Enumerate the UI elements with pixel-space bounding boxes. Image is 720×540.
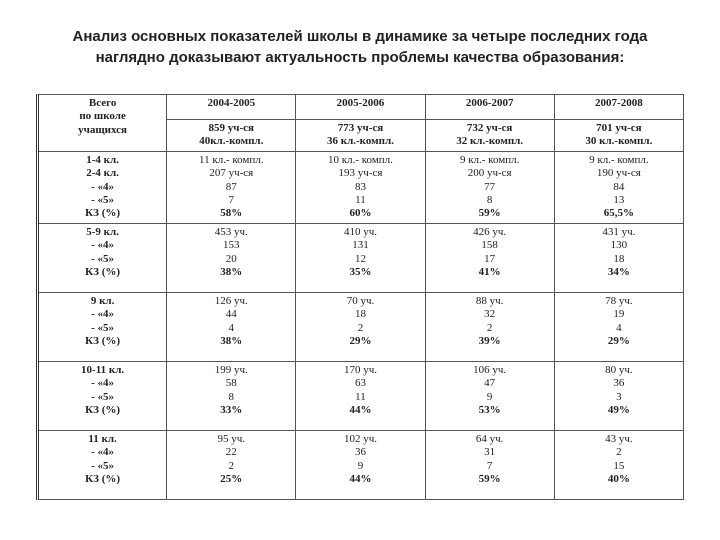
cell-value: 9 кл.- компл. (459, 153, 520, 166)
table-row (38, 292, 684, 361)
cell-value: 43 уч. (605, 432, 633, 445)
cell-value: 15 (613, 459, 625, 472)
cell-value: 4 (228, 321, 235, 334)
total-cell (425, 120, 554, 152)
quality-percent: 41% (478, 266, 501, 279)
cell-value: 200 уч-ся (467, 167, 512, 180)
cell-value: 7 (486, 459, 493, 472)
row-label-line: - «4» (91, 180, 115, 193)
data-cell (296, 361, 425, 430)
cell-value: 20 (225, 252, 237, 265)
cell-value: 431 уч. (602, 225, 636, 238)
quality-percent: 29% (607, 335, 630, 348)
row-label-line: - «4» (91, 239, 115, 252)
cell-value: 77 (484, 180, 496, 193)
cell-value: 8 (486, 194, 493, 207)
row-label-line: - «5» (91, 390, 115, 403)
data-cell (425, 223, 554, 292)
row-label-line: - «4» (91, 446, 115, 459)
row-label-line: - «5» (91, 252, 115, 265)
row-label-line: КЗ (%) (85, 473, 121, 486)
page-title (40, 26, 680, 68)
cell-value: 2 (357, 321, 364, 334)
cell-value: 410 уч. (343, 225, 377, 238)
data-cell (167, 151, 296, 223)
cell-value: 22 (225, 446, 237, 459)
cell-value: 453 уч. (214, 225, 248, 238)
row-label-cell (38, 223, 167, 292)
data-cell (296, 151, 425, 223)
cell-value: 207 уч-ся (209, 167, 254, 180)
cell-value: 130 (610, 239, 628, 252)
row-label-line: КЗ (%) (85, 404, 121, 417)
quality-percent: 29% (349, 335, 372, 348)
cell-value: 17 (484, 252, 496, 265)
total-cell (167, 120, 296, 152)
data-cell (167, 430, 296, 499)
cell-value: 19 (613, 308, 625, 321)
quality-percent: 39% (478, 335, 501, 348)
cell-value: 3 (616, 390, 622, 403)
cell-value: 13 (613, 194, 625, 207)
quality-percent: 40% (607, 473, 630, 486)
cell-value: 36 (613, 377, 625, 390)
cell-value: 64 уч. (475, 432, 504, 445)
row-label-line: 1-4 кл. (86, 153, 119, 166)
cell-value: 106 уч. (473, 363, 507, 376)
header-label-line: Всего (88, 97, 117, 109)
cell-value: 10 кл.- компл. (328, 153, 393, 166)
cell-value: 47 (484, 377, 496, 390)
row-label-cell (38, 292, 167, 361)
quality-percent: 44% (349, 473, 372, 486)
year-header-cell: 2005-2006 (296, 95, 425, 120)
row-label-line: 2-4 кл. (86, 167, 119, 180)
year-header-cell: 2004-2005 (167, 95, 296, 120)
cell-value: 102 уч. (343, 432, 377, 445)
data-cell (425, 151, 554, 223)
header-label-line: учащихся (78, 123, 128, 136)
title-line-2: наглядно доказывают актуальность проблемы качества образования: (95, 49, 625, 66)
cell-value: 2 (616, 446, 622, 459)
quality-percent: 49% (607, 404, 630, 417)
data-cell (554, 223, 683, 292)
cell-value: 63 (354, 377, 366, 390)
cell-value: 32 (484, 308, 496, 321)
row-label-line: КЗ (%) (85, 266, 121, 279)
data-cell (554, 151, 683, 223)
total-students: 859 уч-ся (208, 122, 254, 134)
quality-percent: 53% (478, 404, 501, 417)
quality-percent: 58% (220, 207, 243, 220)
quality-percent: 35% (349, 266, 372, 279)
row-label-line: - «4» (91, 308, 115, 321)
total-classes: 30 кл.-компл. (585, 135, 653, 148)
year-header-cell: 2007-2008 (554, 95, 683, 120)
quality-percent: 44% (349, 404, 372, 417)
cell-value: 199 уч. (214, 363, 248, 376)
row-label-cell (38, 361, 167, 430)
quality-percent: 65,5% (603, 207, 634, 220)
row-label-line: 9 кл. (90, 294, 115, 307)
row-label-line: - «5» (91, 321, 115, 334)
row-label-line: - «5» (91, 459, 115, 472)
row-label-cell (38, 430, 167, 499)
quality-percent: 38% (220, 266, 243, 279)
quality-percent: 59% (478, 473, 501, 486)
row-label-line: 5-9 кл. (86, 225, 119, 238)
cell-value: 84 (613, 180, 625, 193)
quality-percent: 38% (220, 335, 243, 348)
quality-percent: 59% (478, 207, 501, 220)
cell-value: 9 (486, 390, 493, 403)
data-cell (425, 361, 554, 430)
cell-value: 18 (613, 252, 625, 265)
cell-value: 190 уч-ся (596, 167, 641, 180)
cell-value: 12 (354, 252, 366, 265)
cell-value: 80 уч. (605, 363, 633, 376)
cell-value: 36 (354, 446, 366, 459)
cell-value: 11 (355, 390, 366, 403)
cell-value: 83 (354, 180, 366, 193)
data-cell (554, 292, 683, 361)
quality-percent: 60% (349, 207, 372, 220)
table-row (38, 361, 684, 430)
row-label-line: КЗ (%) (85, 335, 121, 348)
cell-value: 70 уч. (346, 294, 375, 307)
cell-value: 2 (228, 459, 235, 472)
total-cell (296, 120, 425, 152)
cell-value: 78 уч. (605, 294, 633, 307)
row-label-line: 10-11 кл. (81, 363, 125, 376)
cell-value: 2 (486, 321, 493, 334)
row-label-line: - «5» (91, 194, 115, 207)
year-header-cell: 2006-2007 (425, 95, 554, 120)
data-cell (296, 430, 425, 499)
total-cell (554, 120, 683, 152)
quality-percent: 25% (220, 473, 243, 486)
cell-value: 7 (228, 194, 235, 207)
cell-value: 4 (616, 321, 622, 334)
data-cell (167, 223, 296, 292)
header-total-label-cell (38, 95, 167, 152)
cell-value: 87 (225, 180, 237, 193)
cell-value: 44 (225, 308, 237, 321)
cell-value: 426 уч. (473, 225, 507, 238)
row-label-line: - «4» (91, 377, 115, 390)
cell-value: 88 уч. (475, 294, 504, 307)
cell-value: 18 (354, 308, 366, 321)
quality-percent: 34% (607, 266, 630, 279)
cell-value: 158 (481, 239, 498, 252)
cell-value: 170 уч. (343, 363, 377, 376)
cell-value: 8 (228, 390, 235, 403)
school-statistics-table (36, 94, 684, 500)
data-cell (554, 361, 683, 430)
data-cell (296, 292, 425, 361)
cell-value: 9 кл.- компл. (589, 153, 649, 166)
data-cell (167, 292, 296, 361)
total-classes: 36 кл.-компл. (327, 135, 394, 148)
total-classes: 32 кл.-компл. (456, 135, 524, 148)
header-row-years (38, 95, 684, 120)
total-students: 732 уч-ся (466, 122, 513, 134)
cell-value: 193 уч-ся (338, 167, 383, 180)
total-students: 701 уч-ся (596, 122, 642, 134)
row-label-line: 11 кл. (88, 432, 117, 445)
header-label-line: по школе (79, 110, 126, 123)
cell-value: 11 кл.- компл. (199, 153, 264, 166)
data-cell (554, 430, 683, 499)
cell-value: 9 (357, 459, 364, 472)
table-row (38, 223, 684, 292)
data-cell (296, 223, 425, 292)
cell-value: 31 (484, 446, 496, 459)
title-line-1: Анализ основных показателей школы в динамике за четыре последних года (72, 28, 648, 45)
cell-value: 126 уч. (214, 294, 248, 307)
data-cell (425, 292, 554, 361)
row-label-line: КЗ (%) (85, 207, 121, 220)
cell-value: 58 (225, 377, 237, 390)
table-row (38, 151, 684, 223)
cell-value: 11 (355, 194, 366, 207)
cell-value: 95 уч. (217, 432, 246, 445)
cell-value: 153 (223, 239, 240, 252)
cell-value: 131 (352, 239, 369, 252)
data-cell (167, 361, 296, 430)
quality-percent: 33% (220, 404, 243, 417)
table-row (38, 430, 684, 499)
row-label-cell (38, 151, 167, 223)
total-students: 773 уч-ся (337, 122, 384, 134)
total-classes: 40кл.-компл. (199, 135, 264, 148)
data-cell (425, 430, 554, 499)
